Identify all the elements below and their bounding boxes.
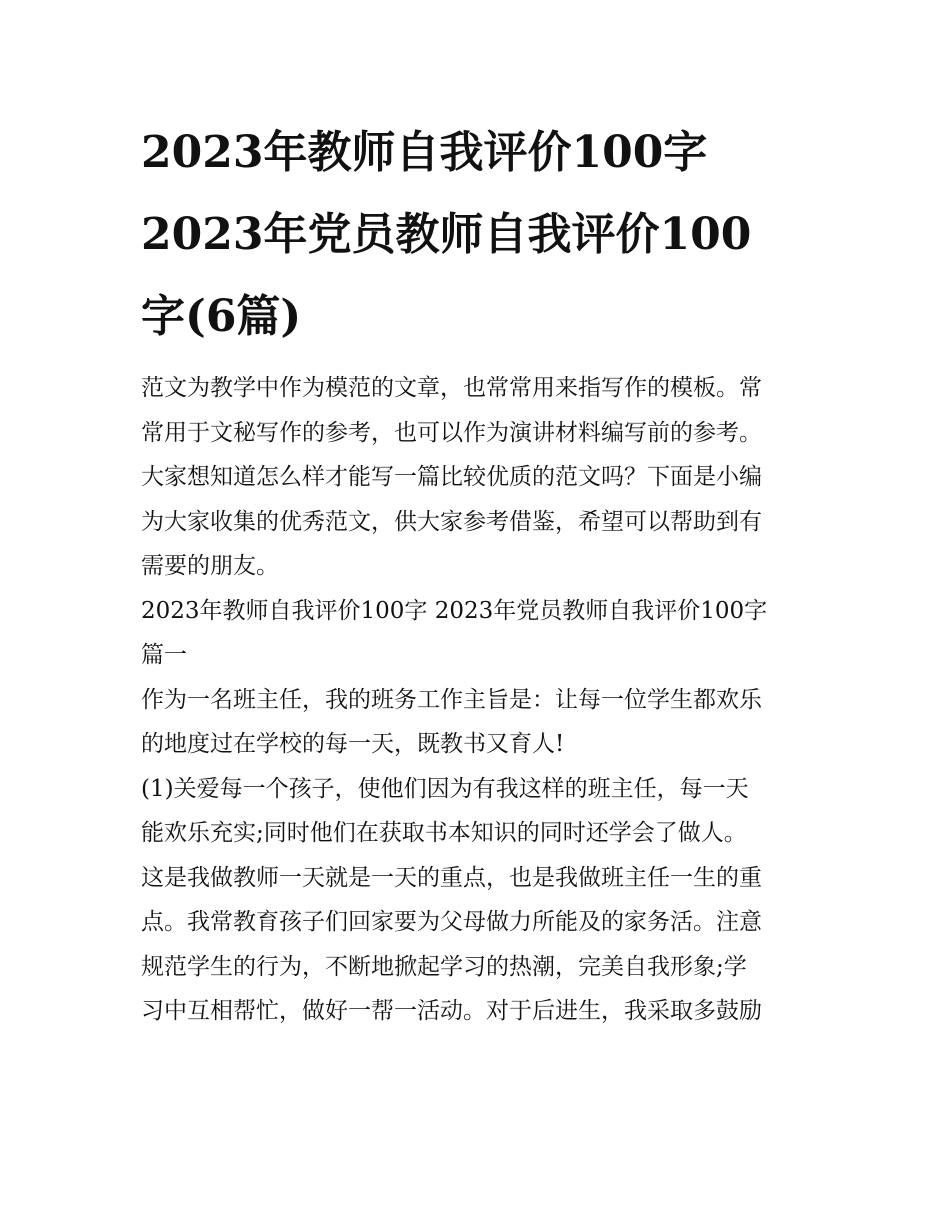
document-body [141, 112, 813, 1034]
section-heading: 2023年教师自我评价100字 2023年党员教师自我评价100字 篇一 [141, 597, 768, 668]
document-title: 2023年教师自我评价100字 2023年党员教师自我评价100 字(6篇) [141, 127, 752, 342]
intro-paragraph: 范文为教学中作为模范的文章，也常常用来指写作的模板。常 常用于文秘写作的参考，也可以作为演讲材料编写前的参考。 大家想知道怎么样才能写一篇比较优质的范文吗？下面是小编 为大家收集的优秀范文，供大家参考借鉴，希望可以帮助到有 需要的朋友。 [141, 375, 762, 579]
body-paragraph-1: 作为一名班主任，我的班务工作主旨是：让每一位学生都欢乐 的地度过在学校的每一天，既教书又育人! [141, 686, 762, 757]
body-paragraph-2: (1)关爱每一个孩子，使他们因为有我这样的班主任，每一天 能欢乐充实;同时他们在获取书本知识的同时还学会了做人。 这是我做教师一天就是一天的重点，也是我做班主任一生的重 点。我常教育孩子们回家要为父母做力所能及的家务活。注意 规范学生的行为，不断地掀起学习的热潮，完美自我形象;学 习中互相帮忙，做好一帮一活动。对于后进生，我采取多鼓励 [141, 775, 762, 1024]
